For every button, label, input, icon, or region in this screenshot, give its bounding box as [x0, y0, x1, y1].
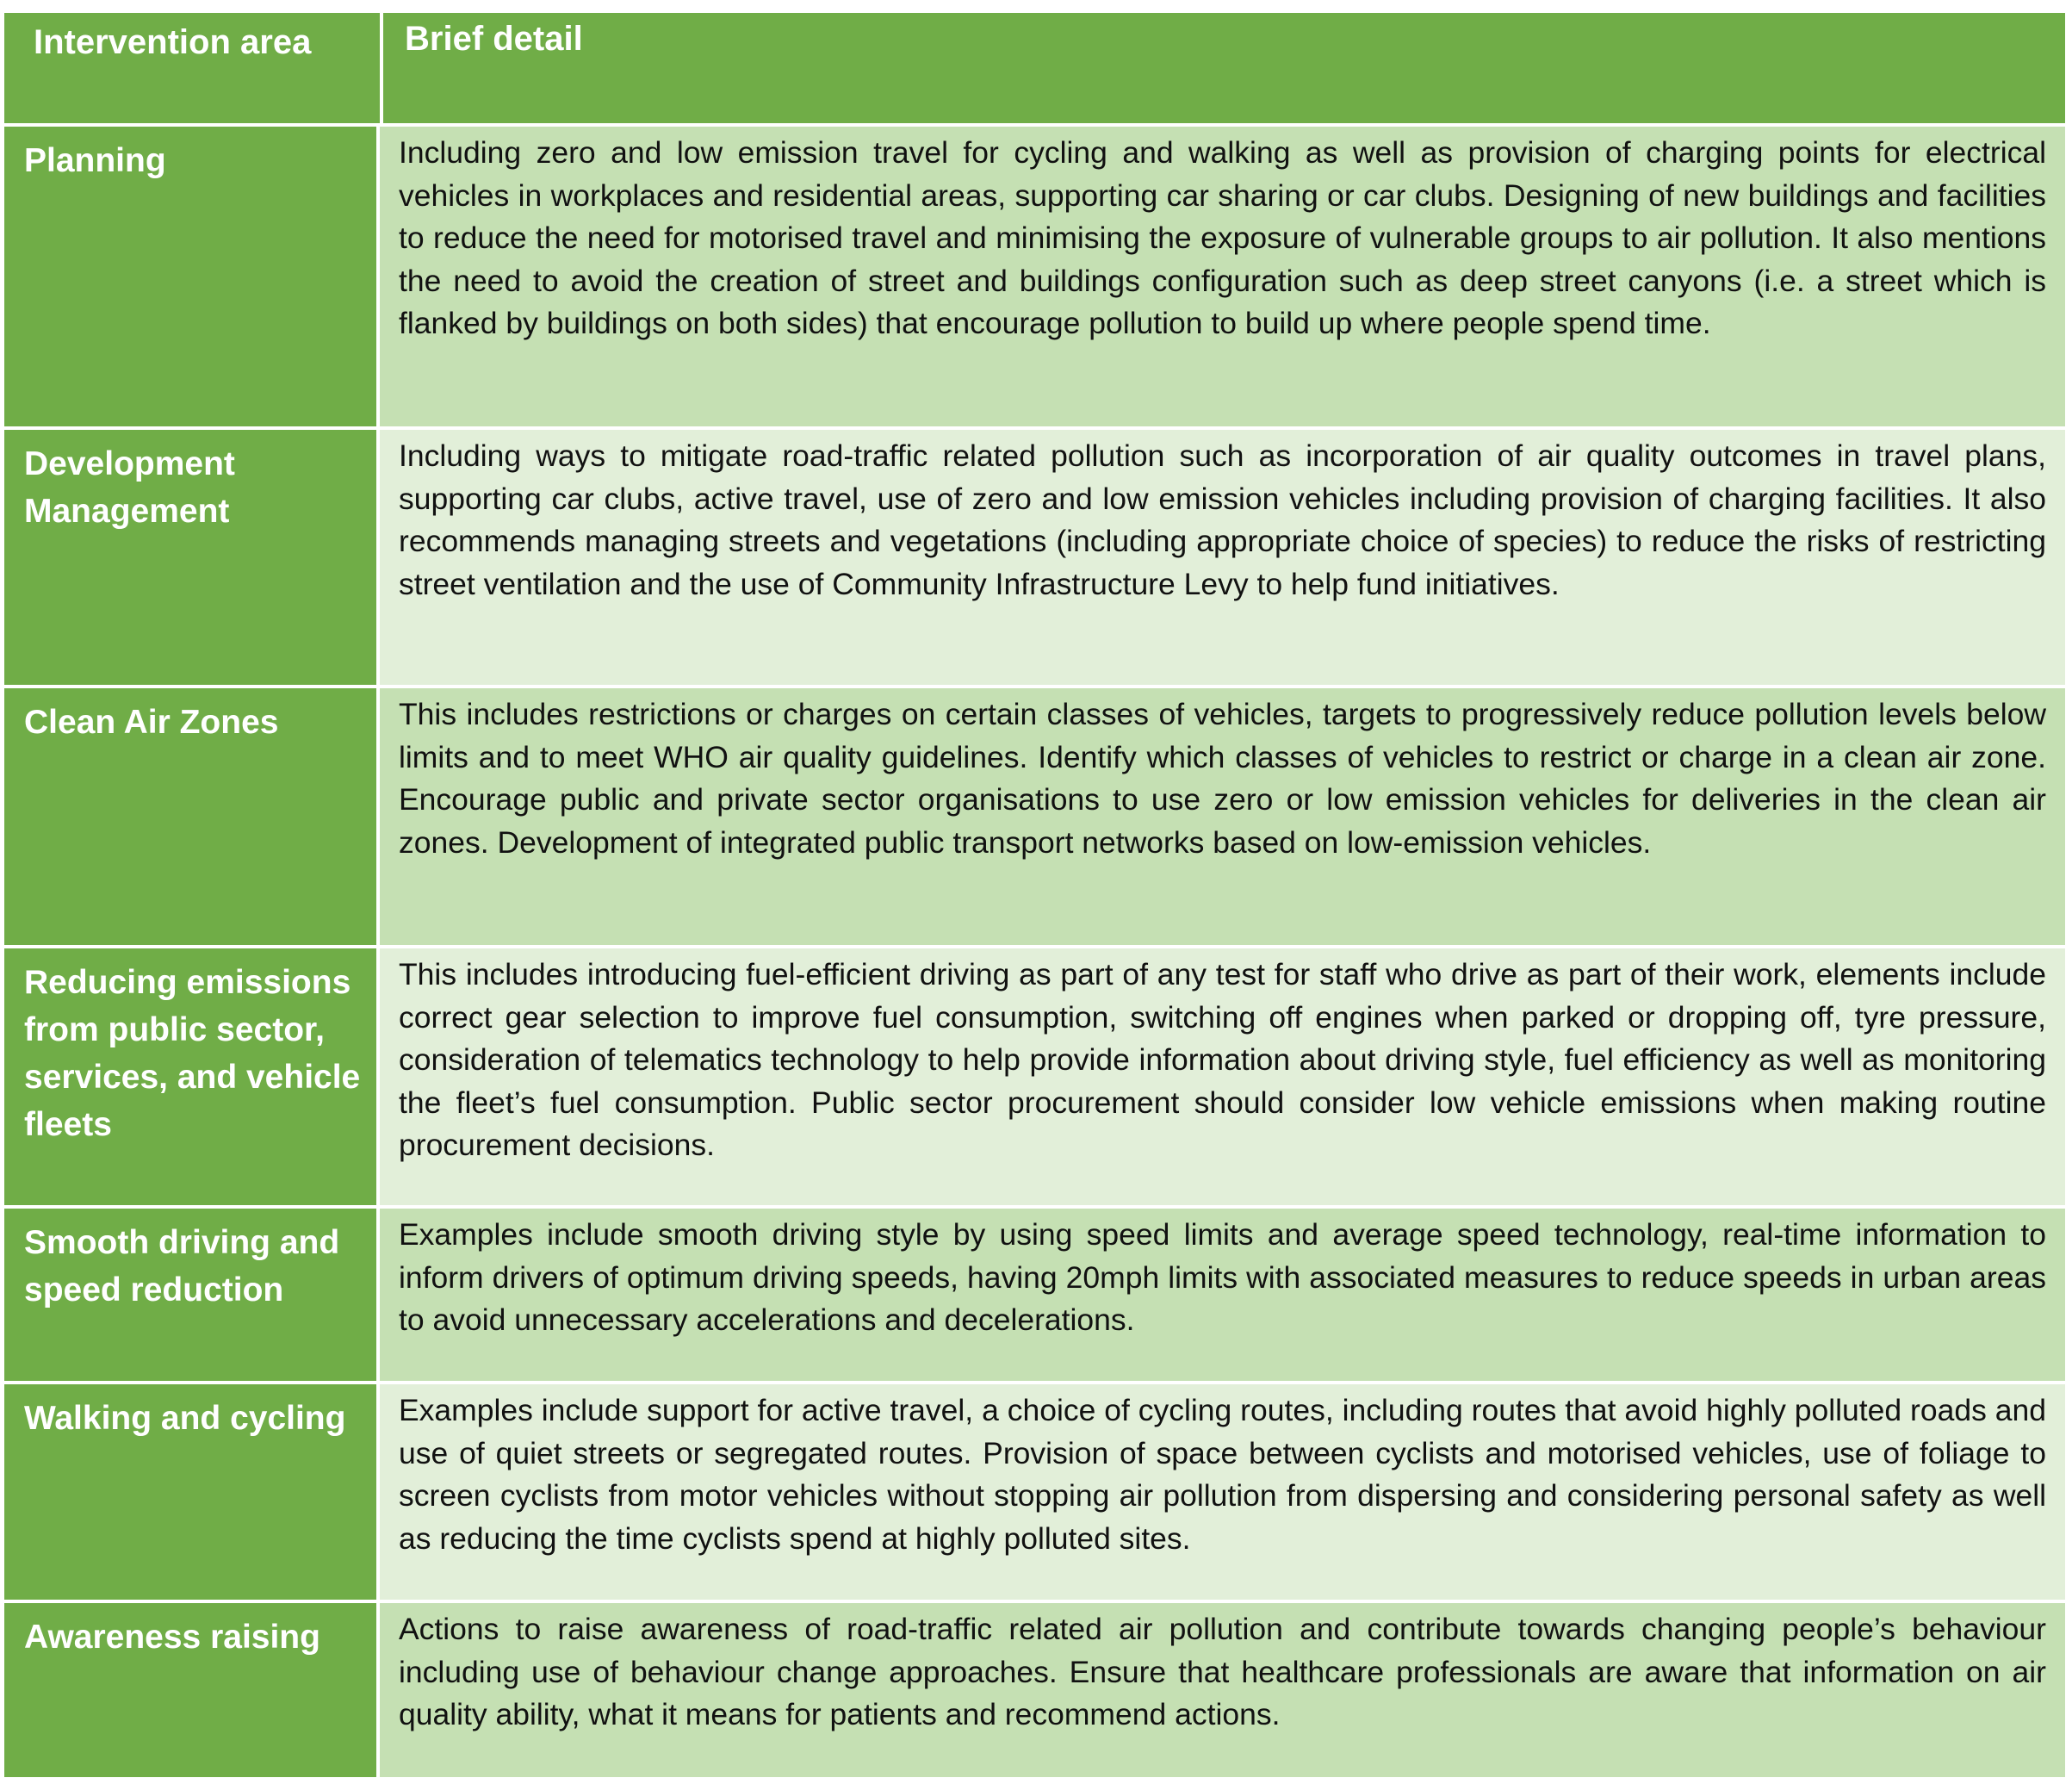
intervention-area-cell: Reducing emissions from public sector, services, and vehicle fleets	[4, 948, 380, 1205]
table-row	[4, 426, 2065, 685]
table-row	[4, 685, 2065, 945]
brief-detail-cell: Actions to raise awareness of road-traffic related air pollution and contribute towards changing people’s behaviour including use of behaviour change approaches. Ensure that healthcare professionals are aware that information on air quality ability, what it means for patients and recommend actions.	[380, 1603, 2065, 1777]
header-brief-detail: Brief detail	[405, 20, 583, 58]
intervention-area-cell: Awareness raising	[4, 1603, 380, 1777]
brief-detail-cell: Including zero and low emission travel for cycling and walking as well as provision of charging points for electrical vehicles in workplaces and residential areas, supporting car sharing or car clubs. Designing of new buildings and facilities to reduce the need for motorised travel and minimising the exposure of vulnerable groups to air pollution. It also mentions the need to avoid the creation of street and buildings configuration such as deep street canyons (i.e. a street which is flanked by buildings on both sides) that encourage pollution to build up where people spend time.	[380, 127, 2065, 426]
header-intervention-area: Intervention area	[4, 13, 383, 123]
table-row	[4, 1381, 2065, 1600]
brief-detail-cell: This includes introducing fuel-efficient driving as part of any test for staff who drive as part of their work, elements include correct gear selection to improve fuel consumption, switching off engines when parked or dropping off, tyre pressure, consideration of telematics technology to help provide information about driving style, fuel efficiency as well as monitoring the fleet’s fuel consumption. Public sector procurement should consider low vehicle emissions when making routine procurement decisions.	[380, 948, 2065, 1205]
intervention-area-cell: Walking and cycling	[4, 1384, 380, 1600]
intervention-area-cell: Clean Air Zones	[4, 688, 380, 945]
table-row	[4, 123, 2065, 426]
brief-detail-cell: Examples include smooth driving style by using speed limits and average speed technology, real-time information to inform drivers of optimum driving speeds, having 20mph limits with associated measures to reduce speeds in urban areas to avoid unnecessary accelerations and decelerations.	[380, 1209, 2065, 1381]
brief-detail-cell: This includes restrictions or charges on certain classes of vehicles, targets to progressively reduce pollution levels below limits and to meet WHO air quality guidelines. Identify which classes of vehicles to restrict or charge in a clean air zone. Encourage public and private sector organisations to use zero or low emission vehicles for deliveries in the clean air zones. Development of integrated public transport networks based on low-emission vehicles.	[380, 688, 2065, 945]
intervention-area-cell: Smooth driving and speed reduction	[4, 1209, 380, 1381]
intervention-table	[4, 13, 2065, 1777]
table-row	[4, 1205, 2065, 1381]
table-row	[4, 945, 2065, 1205]
brief-detail-cell: Including ways to mitigate road-traffic related pollution such as incorporation of air quality outcomes in travel plans, supporting car clubs, active travel, use of zero and low emission vehicles including provision of charging facilities. It also recommends managing streets and vegetations (including appropriate choice of species) to reduce the risks of restricting street ventilation and the use of Community Infrastructure Levy to help fund initiatives.	[380, 430, 2065, 685]
table-row	[4, 1600, 2065, 1777]
intervention-area-cell: Development Management	[4, 430, 380, 685]
brief-detail-cell: Examples include support for active travel, a choice of cycling routes, including routes that avoid highly polluted roads and use of quiet streets or segregated routes. Provision of space between cyclists and motorised vehicles, use of foliage to screen cyclists from motor vehicles without stopping air pollution from dispersing and considering personal safety as well as reducing the time cyclists spend at highly polluted sites.	[380, 1384, 2065, 1600]
intervention-area-cell: Planning	[4, 127, 380, 426]
table-header-row	[4, 13, 2065, 123]
